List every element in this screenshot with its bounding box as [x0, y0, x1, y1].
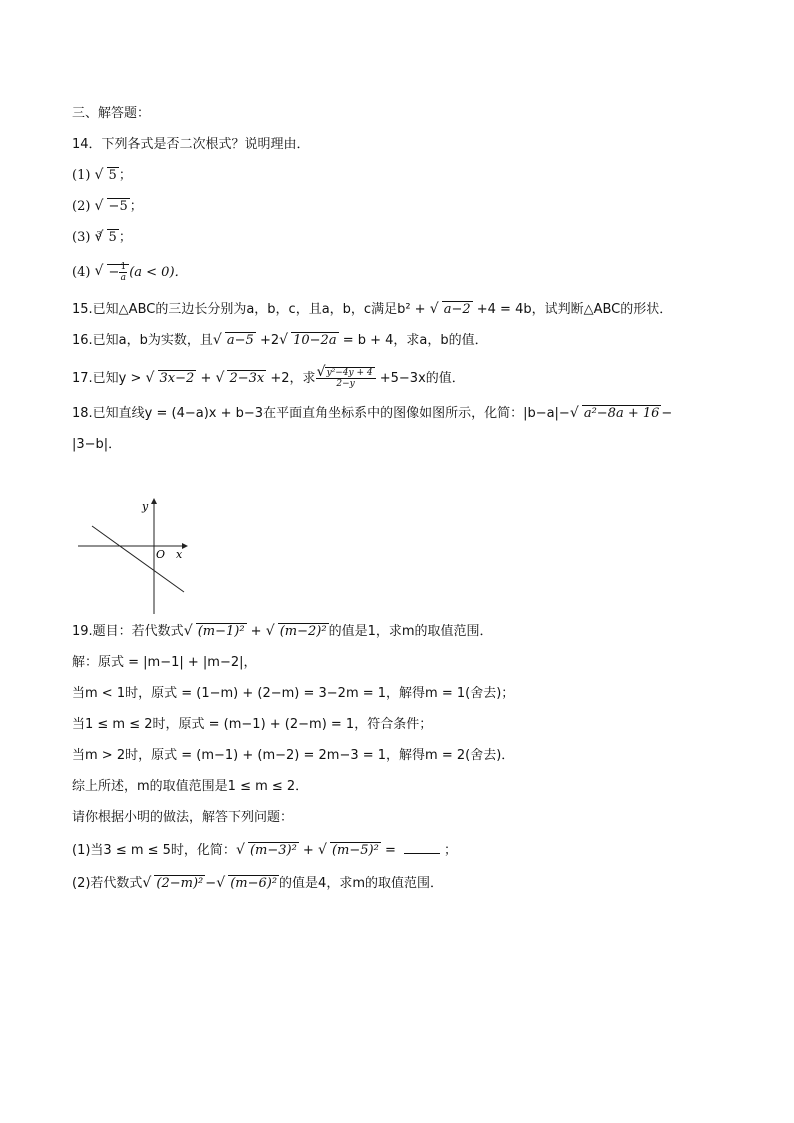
line-graph: [78, 496, 190, 616]
q18-line2: |3−b|．: [72, 437, 122, 452]
q14-part3: (3) √ 3 5 ；: [72, 228, 132, 248]
q19-part2: (2)若代数式√ (2−m)² −√ (m−6)² 的值是4，求m的取值范围．: [72, 874, 443, 894]
q19-solution-2: 当m < 1时，原式 = (1−m) + (2−m) = 3−2m = 1，解得m = 1(舍去)；: [72, 686, 515, 701]
answer-blank[interactable]: [404, 853, 440, 854]
q19-solution-1: 解：原式 = |m−1| + |m−2|，: [72, 655, 257, 670]
x-axis-arrow: [182, 543, 188, 549]
q14-part1: (1) √ 5 ；: [72, 166, 132, 186]
q18-line1: 18.已知直线y = (4−a)x + b−3在平面直角坐标系中的图像如图所示，化简：|b−a|−√ a²−8a + 16 −: [72, 404, 672, 424]
x-axis-label: x: [176, 548, 183, 561]
origin-label: O: [156, 548, 166, 561]
q17: 17.已知y > √ 3x−2 + √ 2−3x +2，求 √ $\frac{\text{y²−4y + 4}}{2-y}$ +5−3x的值．: [72, 368, 465, 389]
q14-stem: 14．下列各式是否二次根式？说明理由．: [72, 137, 310, 152]
graph-line: [92, 526, 184, 592]
q14-part4: (4) √ − $\frac{1}{a}$ (a < 0)．: [72, 262, 188, 283]
q16: 16.已知a，b为实数，且√ a−5 +2√ 10−2a = b + 4，求a，b的值．: [72, 331, 488, 351]
q19-part1: (1)当3 ≤ m ≤ 5时，化简：√ (m−3)² + √ (m−5)² = ；: [72, 841, 457, 861]
q19-solution-3: 当1 ≤ m ≤ 2时，原式 = (m−1) + (2−m) = 1，符合条件；: [72, 717, 433, 732]
q19-instruction: 请你根据小明的做法，解答下列问题：: [72, 810, 294, 825]
q19-conclusion: 综上所述，m的取值范围是1 ≤ m ≤ 2．: [72, 779, 309, 794]
q15: 15.已知△ABC的三边长分别为a，b，c，且a，b，c满足b² + √ a−2 +4 = 4b，试判断△ABC的形状．: [72, 300, 672, 320]
q19-solution-4: 当m > 2时，原式 = (m−1) + (m−2) = 2m−3 = 1，解得m = 2(舍去)．: [72, 748, 515, 763]
section-heading: 三、解答题：: [72, 106, 151, 121]
y-axis-arrow: [151, 498, 157, 504]
q19-stem: 19.题目：若代数式√ (m−1)² + √ (m−2)² 的值是1，求m的取值范围．: [72, 622, 493, 642]
y-axis-label: y: [142, 500, 149, 513]
q14-part2: (2) √ −5 ；: [72, 197, 143, 217]
